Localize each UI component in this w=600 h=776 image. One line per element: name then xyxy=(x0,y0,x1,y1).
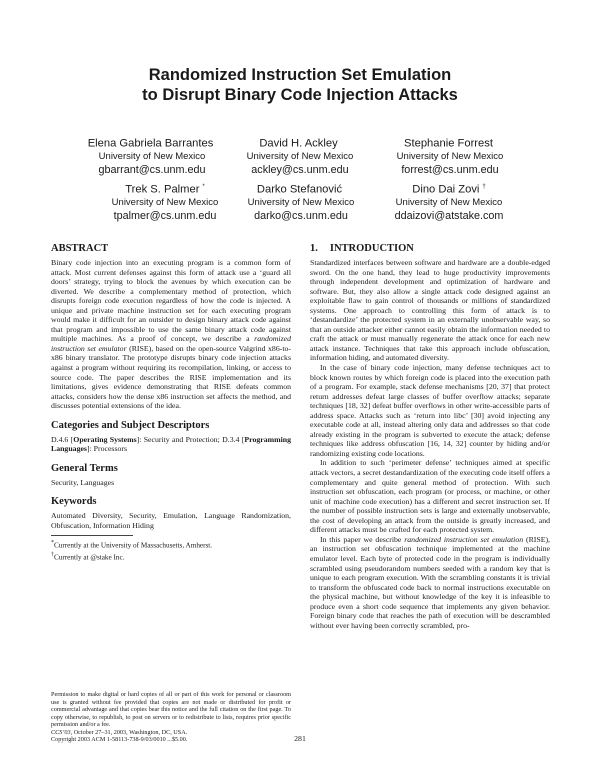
author-name: Elena Gabriela Barrantes xyxy=(87,137,214,150)
author-affiliation: University of New Mexico xyxy=(111,196,219,208)
author-block xyxy=(355,134,545,178)
paragraph: Standardized interfaces between software and hardware are a double-edged sword. On the one hand, they lead to huge productivity improvements through independent development and optimization of hardware and software. But, they also allow a single attack code designed against an exploitable flaw to gain control of thousands or millions of standardized systems. One approach to controlling this form of attack is to ‘destandardize’ the protected system in an externally unobservable way, so that an outside attacker either cannot easily obtain the information needed to craft the attack or must manually regenerate the attack once for each new attack instance. Techniques that take this approach include obfuscation, information hiding, and automated diversity. xyxy=(310,258,550,363)
categories-text: D.4.6 [Operating Systems]: Security and Protection; D.3.4 [Programming Languages]: Processors xyxy=(51,434,291,454)
paragraph: In this paper we describe randomized instruction set emulation (RISE), an instruction set obfuscation technique implemented at the machine emulator level. Each byte of protected code in the program is individually scrambled using pseudorandom numbers seeded with a random key that is unique to each program execution. With the scrambling constants it is trivial to transform the obfuscated code back to normal instructions executable on the physical machine, but without knowledge of the key it is infeasible to produce even a short code sequence that implements any given behavior. Foreign binary code that reaches the path of execution will be descrambled without ever having been correctly scrambled, pro- xyxy=(310,534,551,630)
paper-title xyxy=(0,65,600,105)
author-affiliation: University of New Mexico xyxy=(395,196,503,208)
abstract-heading: ABSTRACT xyxy=(51,243,109,254)
categories-heading: Categories and Subject Descriptors xyxy=(51,419,210,431)
author-email[interactable]: gbarrant@cs.unm.edu xyxy=(98,163,206,176)
general-terms-heading: General Terms xyxy=(51,462,118,474)
author-affiliation: University of New Mexico xyxy=(98,150,206,162)
keywords-heading: Keywords xyxy=(51,496,97,508)
author-email[interactable]: ackley@cs.unm.edu xyxy=(251,163,349,176)
paragraph: In the case of binary code injection, many defense techniques act to block known routes by which foreign code is placed into the execution path of a program. For example, stack defense mechanisms [20, 37] that protect return addresses defeat large classes of buffer overflow attacks; separate techniques [18, 32] defeat buffer overflows in other write-accessible parts of address space. Attacks such as ‘return into libc’ [30] avoid injecting any executable code at all, instead altering only data and addresses so that code already existing in the program is subverted to execute the attack; defense techniques like address obfuscation [16, 14, 32] counter by hiding and/or randomizing existing code locations. xyxy=(310,363,550,458)
paragraph: In addition to such ‘perimeter defense’ techniques aimed at specific attack vectors, a secret destandardization of the executing code itself offers a complementary and quite general method of protection. With such instruction set obfuscation, each program (or process, or machine, or other unit of machine code execution) has a different and secret instruction set. If the number of possible instruction sets is large and externally unobservable, the cost of developing an attack from the outside is greatly increased, and different attacks must be crafted for each protected system. xyxy=(310,458,550,535)
title-line-2: to Disrupt Binary Code Injection Attacks xyxy=(142,86,458,104)
keywords-text: Automated Diversity, Security, Emulation, Language Randomization, Obfuscation, Information Hiding xyxy=(51,511,291,530)
permission-notice: Permission to make digital or hard copies of all or part of this work for personal or classroom use is granted without fee provided that copies are not made or distributed for profit or commercial advantage and that copies bear this notice and the full citation on the first page. To copy otherwise, to republish, to post on servers or to redistribute to lists, requires prior specific permission and/or a fee. CCS’03, October 27–31, 2003, Washington, DC, USA. Copyright 2003 ACM 1-58113-738-9/03/0010 ...$5.00. xyxy=(51,691,291,743)
copyright-line: Copyright 2003 ACM 1-58113-738-9/03/0010 ...$5.00. xyxy=(51,736,188,743)
section-heading-introduction: 1. INTRODUCTION xyxy=(310,243,414,254)
author-email[interactable]: ddaizovi@atstake.com xyxy=(394,209,504,222)
author-affiliation: University of New Mexico xyxy=(396,150,504,162)
author-mark: * xyxy=(202,184,205,190)
author-name: David H. Ackley xyxy=(259,137,338,150)
left-column xyxy=(51,242,291,562)
author-block xyxy=(354,180,544,224)
author-mark: † xyxy=(482,184,486,190)
author-email[interactable]: tpalmer@cs.unm.edu xyxy=(113,209,217,222)
title-line-1: Randomized Instruction Set Emulation xyxy=(148,66,452,84)
conference-name: CCS’03, xyxy=(51,728,73,736)
author-name: Dino Dai Zovi xyxy=(412,183,480,196)
author-name: Darko Stefanović xyxy=(256,183,343,196)
right-column xyxy=(310,242,550,630)
abstract-text: Binary code injection into an executing program is a common form of attack. Most current defenses against this form of attack use a ‘guard all doors’ strategy, trying to block the avenues by which execution can be diverted. We describe a complementary method of protection, which disrupts foreign code execution regardless of how the code is injected. A unique and private machine instruction set for each executing program would make it difficult for an outsider to design binary attack code against that program and impossible to use the same binary attack code against multiple machines. As a proof of concept, we describe a randomized instruction set emulator (RISE), based on the open-source Valgrind x86-to-x86 binary translator. The prototype disrupts binary code injection attacks against a program without requiring its recompilation, linking, or access to source code. The paper describes the RISE implementation and its limitations, gives evidence demonstrating that RISE defeats common attacks, considers how the dense x86 instruction set affects the method, and discusses potential extensions of the idea. xyxy=(51,258,291,411)
general-terms-text: Security, Languages xyxy=(51,477,115,487)
footnote: *Currently at the University of Massachusetts, Amherst. xyxy=(51,540,213,550)
author-affiliation: University of New Mexico xyxy=(246,150,354,162)
author-name: Stephanie Forrest xyxy=(404,137,493,150)
footnote: †Currently at @stake Inc. xyxy=(51,551,125,562)
author-email[interactable]: forrest@cs.unm.edu xyxy=(401,163,499,176)
author-email[interactable]: darko@cs.unm.edu xyxy=(254,209,348,222)
page-number: 281 xyxy=(294,734,306,743)
author-name: Trek S. Palmer xyxy=(125,183,200,196)
footnote-divider xyxy=(51,535,133,536)
author-affiliation: University of New Mexico xyxy=(247,196,355,208)
